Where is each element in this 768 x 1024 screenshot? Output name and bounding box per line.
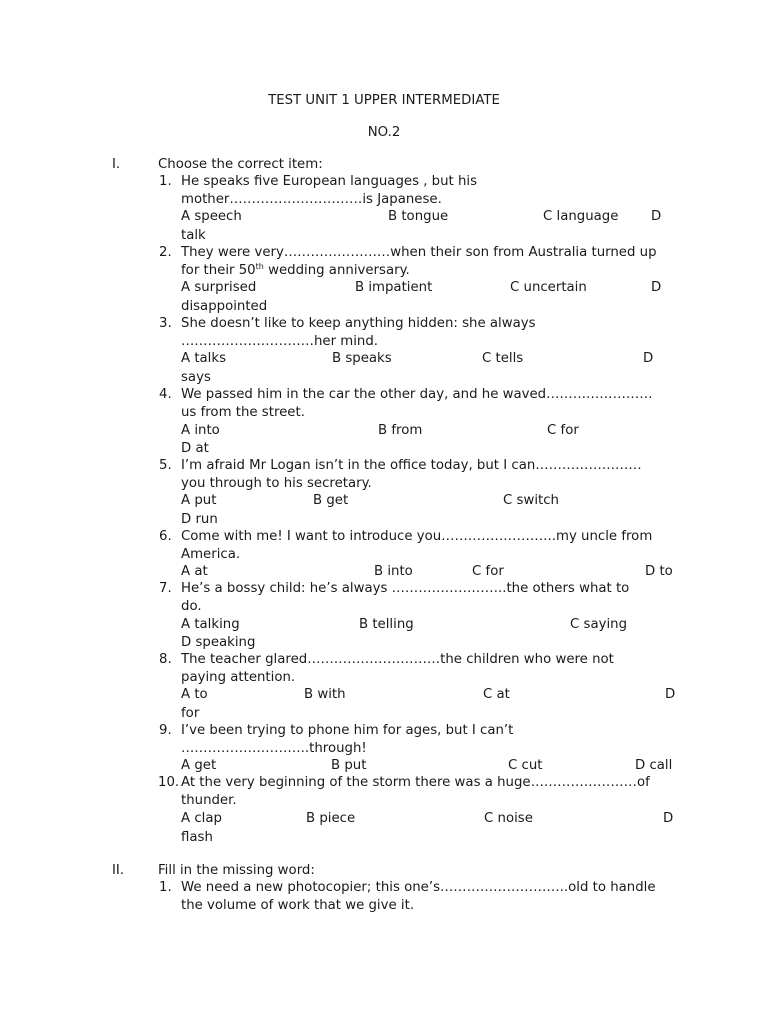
question-text: She doesn’t like to keep anything hidden: she always: [181, 316, 536, 331]
option-a: A put: [181, 493, 217, 508]
question-text: I’ve been trying to phone him for ages, but I can’t: [181, 723, 514, 738]
question-text: paying attention.: [181, 670, 296, 685]
option-d: D: [651, 209, 662, 224]
question-number: 5.: [159, 458, 172, 473]
option-b: B tongue: [388, 209, 449, 224]
option-c: C tells: [482, 351, 524, 366]
option-b: B speaks: [332, 351, 392, 366]
option-c: C for: [547, 423, 579, 438]
question-text: He’s a bossy child: he’s always ……………………..the others what to: [181, 581, 630, 596]
question-text: At the very beginning of the storm there was a huge……………………of: [181, 775, 650, 790]
option-d: D: [651, 280, 662, 295]
question-number: 9.: [159, 723, 172, 738]
question-number: 7.: [159, 581, 172, 596]
question-number: 8.: [159, 652, 172, 667]
option-d-continued: for: [181, 706, 200, 721]
option-b: B impatient: [355, 280, 433, 295]
question-text: you through to his secretary.: [181, 476, 372, 491]
option-d: D run: [181, 512, 218, 527]
option-d-continued: flash: [181, 830, 213, 845]
option-b: B into: [374, 564, 413, 579]
question-text: We passed him in the car the other day, and he waved……………………: [181, 387, 653, 402]
option-c: C at: [483, 687, 510, 702]
option-d-continued: says: [181, 370, 211, 385]
question-number: 6.: [159, 529, 172, 544]
option-a: A to: [181, 687, 208, 702]
option-d: D: [643, 351, 654, 366]
section-numeral: I.: [112, 157, 121, 172]
question-number: 2.: [159, 245, 172, 260]
question-text: The teacher glared…………………………the children who were not: [181, 652, 614, 667]
question-text: ………………………..through!: [181, 741, 367, 756]
option-a: A talks: [181, 351, 227, 366]
option-d: D speaking: [181, 635, 256, 650]
option-c: C switch: [503, 493, 559, 508]
question-text: Come with me! I want to introduce you……………………..my uncle from: [181, 529, 653, 544]
option-d: D: [665, 687, 676, 702]
section-instruction: Fill in the missing word:: [158, 863, 315, 878]
question-number: 1.: [159, 880, 172, 895]
question-text: America.: [181, 547, 241, 562]
option-b: B get: [313, 493, 349, 508]
option-b: B from: [378, 423, 423, 438]
section-instruction: Choose the correct item:: [158, 157, 323, 172]
question-text: …………………………her mind.: [181, 334, 379, 349]
question-text: for their 50th wedding anniversary.: [181, 262, 410, 278]
question-text: the volume of work that we give it.: [181, 898, 415, 913]
option-c: C cut: [508, 758, 543, 773]
option-d: D call: [635, 758, 673, 773]
option-a: A clap: [181, 811, 222, 826]
question-text: do.: [181, 599, 202, 614]
option-a: A into: [181, 423, 220, 438]
option-d: D: [663, 811, 674, 826]
question-text: He speaks five European languages , but his: [181, 174, 478, 189]
question-text: mother…………………………is Japanese.: [181, 192, 442, 207]
section-numeral: II.: [112, 863, 125, 878]
option-c: C noise: [484, 811, 533, 826]
question-number: 10.: [158, 775, 180, 790]
option-a: A speech: [181, 209, 242, 224]
option-b: B with: [304, 687, 346, 702]
question-text: They were very……………………when their son from Australia turned up: [181, 245, 657, 260]
option-c: C saying: [570, 617, 628, 632]
option-b: B piece: [306, 811, 356, 826]
option-b: B put: [331, 758, 367, 773]
option-d-continued: disappointed: [181, 299, 268, 314]
option-a: A talking: [181, 617, 240, 632]
question-text: us from the street.: [181, 405, 305, 420]
question-text: I’m afraid Mr Logan isn’t in the office today, but I can……………………: [181, 458, 642, 473]
question-text: We need a new photocopier; this one’s………………………..old to handle: [181, 880, 656, 895]
option-b: B telling: [359, 617, 414, 632]
question-number: 3.: [159, 316, 172, 331]
option-a: A surprised: [181, 280, 257, 295]
option-d-continued: talk: [181, 228, 206, 243]
option-a: A at: [181, 564, 208, 579]
page-title: TEST UNIT 1 UPPER INTERMEDIATE: [268, 93, 500, 108]
option-a: A get: [181, 758, 217, 773]
option-d: D at: [181, 441, 209, 456]
question-number: 4.: [159, 387, 172, 402]
option-c: C language: [543, 209, 619, 224]
option-c: C uncertain: [510, 280, 587, 295]
option-d: D to: [645, 564, 673, 579]
question-text: thunder.: [181, 793, 237, 808]
test-number: NO.2: [367, 125, 401, 140]
option-c: C for: [472, 564, 504, 579]
question-number: 1.: [159, 174, 172, 189]
